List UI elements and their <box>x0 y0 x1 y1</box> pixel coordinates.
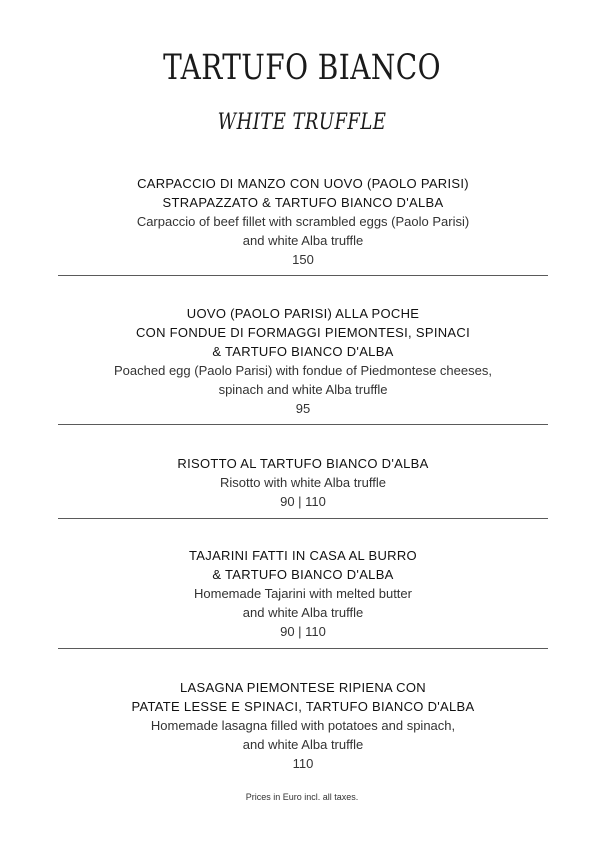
menu-item-description: Risotto with white Alba truffle <box>220 475 386 490</box>
menu-item-price: 150 <box>292 252 314 267</box>
menu-item-uovo <box>58 304 548 418</box>
menu-item-name: UOVO (PAOLO PARISI) ALLA POCHE <box>186 306 420 321</box>
page-subtitle: WHITE TRUFFLE <box>217 110 387 135</box>
menu-item-price: 95 <box>295 401 311 416</box>
menu-item-description: Carpaccio of beef fillet with scrambled eggs (Paolo Parisi) <box>136 214 470 229</box>
price-footnote: Prices in Euro incl. all taxes. <box>245 792 359 802</box>
menu-item-carpaccio <box>58 174 548 269</box>
menu-item-description: and white Alba truffle <box>242 233 364 248</box>
menu-item-price: 90 | 110 <box>280 624 326 639</box>
menu-item-risotto <box>58 454 548 511</box>
menu-item-name: CARPACCIO DI MANZO CON UOVO (PAOLO PARISI) <box>137 176 469 191</box>
menu-item-name: RISOTTO AL TARTUFO BIANCO D'ALBA <box>177 456 429 471</box>
menu-item-name: & TARTUFO BIANCO D'ALBA <box>212 344 394 359</box>
menu-item-price: 110 <box>292 756 314 771</box>
menu-item-tajarini <box>58 546 548 641</box>
menu-item-description: and white Alba truffle <box>242 605 364 620</box>
divider <box>58 424 548 425</box>
divider <box>58 518 548 519</box>
menu-item-description: Homemade lasagna filled with potatoes and spinach, <box>150 718 456 733</box>
menu-item-price: 90 | 110 <box>280 494 326 509</box>
page-title: TARTUFO BIANCO <box>163 48 441 88</box>
menu-item-description: and white Alba truffle <box>242 737 364 752</box>
divider <box>58 648 548 649</box>
menu-item-description: spinach and white Alba truffle <box>218 382 388 397</box>
menu-item-name: LASAGNA PIEMONTESE RIPIENA CON <box>180 680 426 695</box>
divider <box>58 275 548 276</box>
menu-item-description: Poached egg (Paolo Parisi) with fondue of Piedmontese cheeses, <box>114 363 492 378</box>
menu-item-name: CON FONDUE DI FORMAGGI PIEMONTESI, SPINACI <box>135 325 470 340</box>
menu-item-name: & TARTUFO BIANCO D'ALBA <box>212 567 394 582</box>
menu-item-name: PATATE LESSE E SPINACI, TARTUFO BIANCO D'ALBA <box>131 699 475 714</box>
menu-item-name: TAJARINI FATTI IN CASA AL BURRO <box>189 548 417 563</box>
menu-item-lasagna <box>58 678 548 773</box>
menu-item-name: STRAPAZZATO & TARTUFO BIANCO D'ALBA <box>162 195 444 210</box>
menu-item-description: Homemade Tajarini with melted butter <box>194 586 412 601</box>
